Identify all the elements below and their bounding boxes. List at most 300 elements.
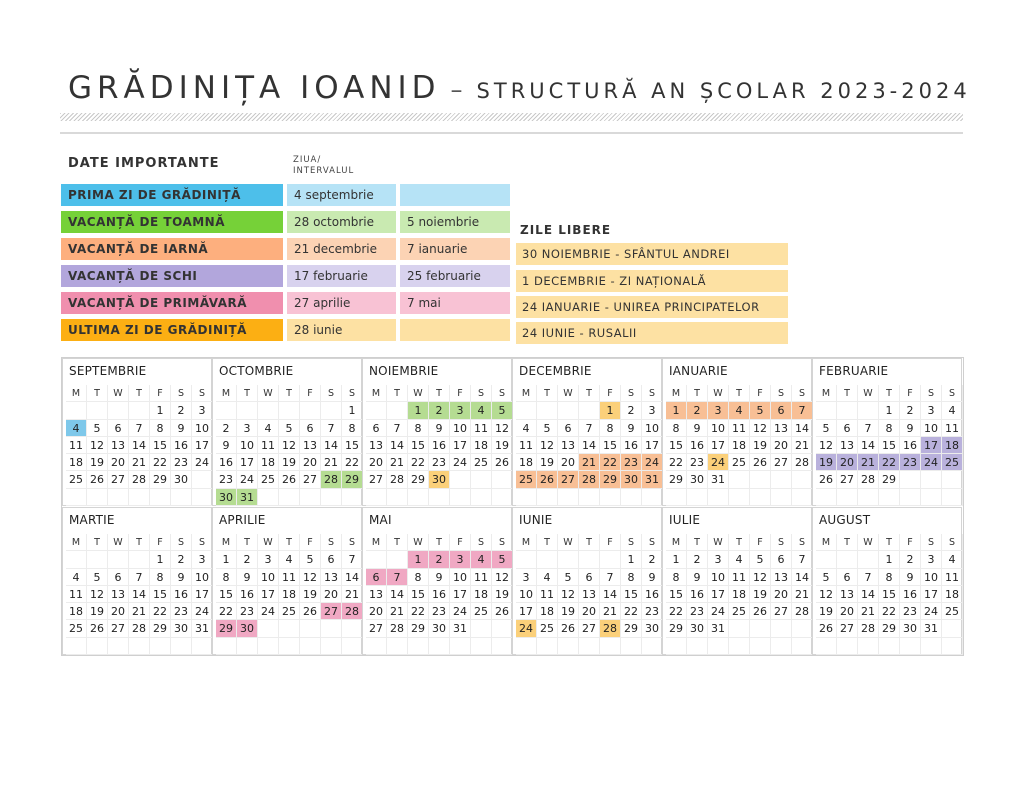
calendar-day: 6 xyxy=(321,551,342,568)
calendar-day: 9 xyxy=(429,420,450,437)
calendar-day: 27 xyxy=(771,454,792,471)
weekday-header: S xyxy=(342,534,363,551)
weekday-header: M xyxy=(66,385,87,402)
calendar-empty-cell xyxy=(87,489,108,506)
calendar-day: 27 xyxy=(366,620,387,637)
calendar-day: 15 xyxy=(150,586,171,603)
calendar-day: 18 xyxy=(279,586,300,603)
calendar-day: 22 xyxy=(600,454,621,471)
event-row xyxy=(61,211,511,233)
calendar-empty-cell xyxy=(150,489,171,506)
weekday-header: T xyxy=(729,385,750,402)
month-calendar xyxy=(512,358,662,506)
weekday-header: W xyxy=(408,534,429,551)
weekday-header: M xyxy=(516,385,537,402)
calendar-empty-cell xyxy=(279,620,300,637)
calendar-day: 9 xyxy=(171,420,192,437)
calendar-empty-cell xyxy=(87,402,108,419)
calendar-empty-cell xyxy=(216,402,237,419)
calendar-empty-cell xyxy=(600,638,621,655)
calendar-day: 13 xyxy=(837,586,858,603)
calendar-day: 23 xyxy=(900,603,921,620)
event-row xyxy=(61,238,511,260)
calendar-day: 9 xyxy=(900,569,921,586)
month-calendar xyxy=(512,507,662,655)
month-name: MARTIE xyxy=(69,513,115,527)
calendar-day: 7 xyxy=(321,420,342,437)
weekday-header: F xyxy=(900,385,921,402)
calendar-empty-cell xyxy=(537,402,558,419)
weekday-header: T xyxy=(129,385,150,402)
calendar-day: 3 xyxy=(642,402,663,419)
calendar-day: 22 xyxy=(150,454,171,471)
calendar-day: 27 xyxy=(579,620,600,637)
calendar-empty-cell xyxy=(171,489,192,506)
weekday-header: M xyxy=(816,534,837,551)
calendar-empty-cell xyxy=(687,489,708,506)
calendar-day: 30 xyxy=(900,620,921,637)
calendar-day: 1 xyxy=(879,402,900,419)
calendar-day: 4 xyxy=(729,402,750,419)
calendar-empty-cell xyxy=(666,489,687,506)
month-calendar xyxy=(212,358,362,506)
calendar-day: 12 xyxy=(816,586,837,603)
calendar-day: 5 xyxy=(816,569,837,586)
calendar-day: 25 xyxy=(471,603,492,620)
weekday-header: M xyxy=(216,534,237,551)
calendar-empty-cell xyxy=(66,489,87,506)
calendar-day: 14 xyxy=(579,437,600,454)
calendar-day: 8 xyxy=(666,569,687,586)
calendar-day: 16 xyxy=(900,586,921,603)
calendar-day: 6 xyxy=(300,420,321,437)
calendar-day: 31 xyxy=(708,620,729,637)
calendar-empty-cell xyxy=(792,620,813,637)
calendar-day: 26 xyxy=(750,603,771,620)
calendar-day: 23 xyxy=(687,454,708,471)
calendar-day: 8 xyxy=(879,569,900,586)
calendar-day: 2 xyxy=(429,551,450,568)
calendar-day: 16 xyxy=(429,437,450,454)
calendar-day: 14 xyxy=(342,569,363,586)
calendar-day: 11 xyxy=(942,420,963,437)
calendar-empty-cell xyxy=(129,402,150,419)
calendar-day: 12 xyxy=(750,420,771,437)
calendar-empty-cell xyxy=(408,489,429,506)
calendar-day: 17 xyxy=(258,586,279,603)
calendar-day: 26 xyxy=(537,471,558,488)
calendar-day: 28 xyxy=(792,454,813,471)
month-calendar xyxy=(62,507,212,655)
weekday-header: W xyxy=(858,385,879,402)
calendar-empty-cell xyxy=(342,638,363,655)
month-calendar xyxy=(362,507,512,655)
calendar-day: 16 xyxy=(171,586,192,603)
weekday-header: W xyxy=(708,534,729,551)
calendar-empty-cell xyxy=(492,489,513,506)
calendar-empty-cell xyxy=(750,620,771,637)
weekday-header: T xyxy=(537,385,558,402)
weekday-header: T xyxy=(279,534,300,551)
weekday-header: T xyxy=(879,385,900,402)
calendar-day: 5 xyxy=(87,569,108,586)
calendar-day: 27 xyxy=(300,471,321,488)
calendar-day: 2 xyxy=(429,402,450,419)
event-label: VACANȚĂ DE TOAMNĂ xyxy=(61,211,283,233)
event-row xyxy=(61,184,511,206)
weekday-header: F xyxy=(600,534,621,551)
weekday-header: W xyxy=(558,385,579,402)
month-day-grid xyxy=(666,534,813,655)
calendar-day: 17 xyxy=(450,586,471,603)
month-name: AUGUST xyxy=(819,513,871,527)
calendar-day: 2 xyxy=(171,402,192,419)
calendar-day: 22 xyxy=(879,603,900,620)
calendar-day: 28 xyxy=(129,620,150,637)
calendar-day: 20 xyxy=(771,586,792,603)
calendar-day: 20 xyxy=(771,437,792,454)
calendar-day: 21 xyxy=(129,603,150,620)
calendar-day: 3 xyxy=(708,551,729,568)
calendar-day: 17 xyxy=(192,437,213,454)
month-day-grid xyxy=(516,534,663,655)
calendar-day: 11 xyxy=(942,569,963,586)
weekday-header: S xyxy=(771,385,792,402)
calendar-day: 10 xyxy=(258,569,279,586)
calendar-empty-cell xyxy=(492,638,513,655)
calendar-empty-cell xyxy=(108,489,129,506)
calendar-day: 13 xyxy=(579,586,600,603)
calendar-empty-cell xyxy=(87,551,108,568)
calendar-day: 10 xyxy=(921,420,942,437)
calendar-day: 21 xyxy=(600,603,621,620)
calendar-day: 8 xyxy=(150,569,171,586)
event-start-date: 28 octombrie xyxy=(287,211,396,233)
calendar-day: 15 xyxy=(600,437,621,454)
calendar-empty-cell xyxy=(516,402,537,419)
calendar-empty-cell xyxy=(471,471,492,488)
weekday-header: S xyxy=(321,385,342,402)
event-label: PRIMA ZI DE GRĂDINIȚĂ xyxy=(61,184,283,206)
calendar-empty-cell xyxy=(300,620,321,637)
calendar-day: 6 xyxy=(366,569,387,586)
weekday-header: T xyxy=(579,385,600,402)
calendar-day: 19 xyxy=(492,437,513,454)
weekday-header: W xyxy=(108,385,129,402)
calendar-day: 11 xyxy=(471,420,492,437)
calendar-day: 20 xyxy=(558,454,579,471)
calendar-day: 9 xyxy=(642,569,663,586)
calendar-day: 7 xyxy=(792,402,813,419)
calendar-day: 22 xyxy=(408,603,429,620)
calendar-day: 26 xyxy=(750,454,771,471)
calendar-day: 8 xyxy=(879,420,900,437)
calendar-day: 5 xyxy=(300,551,321,568)
calendar-day: 4 xyxy=(471,551,492,568)
calendar-day: 19 xyxy=(558,603,579,620)
calendar-day: 30 xyxy=(687,471,708,488)
event-label: VACANȚĂ DE SCHI xyxy=(61,265,283,287)
calendar-day: 19 xyxy=(816,603,837,620)
calendar-day: 4 xyxy=(279,551,300,568)
calendar-day: 21 xyxy=(858,603,879,620)
calendar-empty-cell xyxy=(108,638,129,655)
calendar-day: 31 xyxy=(708,471,729,488)
calendar-empty-cell xyxy=(837,638,858,655)
calendar-empty-cell xyxy=(942,638,963,655)
calendar-day: 14 xyxy=(792,569,813,586)
calendar-day: 6 xyxy=(579,569,600,586)
calendar-day: 29 xyxy=(342,471,363,488)
calendar-day: 25 xyxy=(471,454,492,471)
calendar-day: 7 xyxy=(129,569,150,586)
calendar-day: 9 xyxy=(171,569,192,586)
month-day-grid xyxy=(216,385,363,506)
calendar-day: 9 xyxy=(237,569,258,586)
calendar-day: 17 xyxy=(192,586,213,603)
calendar-day: 17 xyxy=(921,586,942,603)
calendar-day: 19 xyxy=(279,454,300,471)
calendar-day: 28 xyxy=(792,603,813,620)
calendar-day: 20 xyxy=(366,603,387,620)
calendar-day: 11 xyxy=(537,586,558,603)
calendar-empty-cell xyxy=(600,551,621,568)
calendar-day: 11 xyxy=(66,586,87,603)
calendar-day: 6 xyxy=(837,420,858,437)
school-year-calendar xyxy=(61,357,964,656)
calendar-day: 20 xyxy=(837,454,858,471)
weekday-header: S xyxy=(942,534,963,551)
calendar-day: 28 xyxy=(387,620,408,637)
calendar-day: 4 xyxy=(537,569,558,586)
calendar-empty-cell xyxy=(192,638,213,655)
calendar-empty-cell xyxy=(87,638,108,655)
month-name: SEPTEMBRIE xyxy=(69,364,147,378)
calendar-day: 3 xyxy=(450,402,471,419)
weekday-header: W xyxy=(108,534,129,551)
calendar-empty-cell xyxy=(837,551,858,568)
calendar-empty-cell xyxy=(516,551,537,568)
calendar-day: 12 xyxy=(750,569,771,586)
calendar-day: 16 xyxy=(237,586,258,603)
calendar-day: 14 xyxy=(387,437,408,454)
calendar-empty-cell xyxy=(942,471,963,488)
weekday-header: S xyxy=(621,385,642,402)
weekday-header: T xyxy=(429,534,450,551)
calendar-empty-cell xyxy=(558,489,579,506)
calendar-day: 9 xyxy=(687,569,708,586)
calendar-day: 2 xyxy=(621,402,642,419)
calendar-empty-cell xyxy=(237,402,258,419)
weekday-header: T xyxy=(687,385,708,402)
calendar-day: 19 xyxy=(300,586,321,603)
calendar-day: 15 xyxy=(666,586,687,603)
month-name: OCTOMBRIE xyxy=(219,364,294,378)
calendar-day: 14 xyxy=(321,437,342,454)
weekday-header: T xyxy=(579,534,600,551)
calendar-day: 22 xyxy=(666,454,687,471)
calendar-empty-cell xyxy=(708,638,729,655)
event-row xyxy=(61,265,511,287)
calendar-day: 26 xyxy=(492,603,513,620)
calendar-day: 13 xyxy=(366,586,387,603)
weekday-header: M xyxy=(366,385,387,402)
weekday-header: S xyxy=(492,534,513,551)
weekday-header: S xyxy=(471,534,492,551)
weekday-header: T xyxy=(387,385,408,402)
month-name: MAI xyxy=(369,513,392,527)
calendar-empty-cell xyxy=(942,620,963,637)
weekday-header: W xyxy=(708,385,729,402)
calendar-day: 18 xyxy=(537,603,558,620)
calendar-day: 26 xyxy=(492,454,513,471)
calendar-empty-cell xyxy=(579,551,600,568)
calendar-empty-cell xyxy=(108,402,129,419)
calendar-day: 10 xyxy=(237,437,258,454)
weekday-header: F xyxy=(450,385,471,402)
calendar-day: 16 xyxy=(621,437,642,454)
holiday-item: 24 IANUARIE - UNIREA PRINCIPATELOR xyxy=(516,296,788,318)
calendar-day: 13 xyxy=(300,437,321,454)
calendar-day: 17 xyxy=(642,437,663,454)
month-day-grid xyxy=(516,385,663,506)
calendar-day: 24 xyxy=(192,454,213,471)
calendar-day: 20 xyxy=(108,603,129,620)
calendar-day: 19 xyxy=(750,586,771,603)
calendar-day: 21 xyxy=(387,454,408,471)
calendar-day: 3 xyxy=(921,551,942,568)
month-name: APRILIE xyxy=(219,513,266,527)
calendar-day: 11 xyxy=(729,569,750,586)
calendar-empty-cell xyxy=(129,489,150,506)
calendar-day: 6 xyxy=(558,420,579,437)
weekday-header: T xyxy=(279,385,300,402)
calendar-day: 19 xyxy=(816,454,837,471)
calendar-day: 1 xyxy=(408,551,429,568)
calendar-empty-cell xyxy=(921,638,942,655)
calendar-day: 9 xyxy=(621,420,642,437)
calendar-empty-cell xyxy=(258,489,279,506)
event-label: ULTIMA ZI DE GRĂDINIȚĂ xyxy=(61,319,283,341)
calendar-empty-cell xyxy=(579,489,600,506)
calendar-empty-cell xyxy=(621,638,642,655)
calendar-empty-cell xyxy=(66,402,87,419)
calendar-day: 23 xyxy=(429,454,450,471)
calendar-day: 8 xyxy=(666,420,687,437)
calendar-empty-cell xyxy=(516,489,537,506)
weekday-header: T xyxy=(879,534,900,551)
calendar-day: 24 xyxy=(192,603,213,620)
calendar-day: 24 xyxy=(921,454,942,471)
calendar-empty-cell xyxy=(837,402,858,419)
calendar-day: 19 xyxy=(492,586,513,603)
calendar-day: 21 xyxy=(321,454,342,471)
calendar-day: 29 xyxy=(666,471,687,488)
calendar-day: 20 xyxy=(321,586,342,603)
calendar-empty-cell xyxy=(858,402,879,419)
calendar-day: 17 xyxy=(516,603,537,620)
calendar-empty-cell xyxy=(816,402,837,419)
weekday-header: W xyxy=(408,385,429,402)
calendar-day: 26 xyxy=(279,471,300,488)
calendar-day: 26 xyxy=(300,603,321,620)
calendar-day: 17 xyxy=(921,437,942,454)
calendar-day: 16 xyxy=(900,437,921,454)
calendar-day: 10 xyxy=(708,420,729,437)
calendar-day: 12 xyxy=(87,437,108,454)
calendar-day: 19 xyxy=(87,454,108,471)
calendar-day: 22 xyxy=(666,603,687,620)
month-calendar xyxy=(662,358,812,506)
calendar-day: 5 xyxy=(558,569,579,586)
calendar-day: 8 xyxy=(408,420,429,437)
calendar-day: 5 xyxy=(537,420,558,437)
month-calendar xyxy=(812,507,962,655)
calendar-day: 10 xyxy=(642,420,663,437)
calendar-day: 29 xyxy=(879,620,900,637)
month-day-grid xyxy=(816,385,963,506)
calendar-empty-cell xyxy=(429,489,450,506)
weekday-header: T xyxy=(87,534,108,551)
calendar-day: 28 xyxy=(600,620,621,637)
calendar-empty-cell xyxy=(192,489,213,506)
calendar-day: 11 xyxy=(258,437,279,454)
calendar-day: 30 xyxy=(429,620,450,637)
event-label: VACANȚĂ DE PRIMĂVARĂ xyxy=(61,292,283,314)
calendar-day: 10 xyxy=(708,569,729,586)
event-end-date xyxy=(400,184,510,206)
calendar-day: 12 xyxy=(816,437,837,454)
calendar-day: 29 xyxy=(216,620,237,637)
calendar-day: 4 xyxy=(258,420,279,437)
calendar-day: 23 xyxy=(429,603,450,620)
calendar-day: 18 xyxy=(471,437,492,454)
calendar-day: 13 xyxy=(558,437,579,454)
calendar-day: 10 xyxy=(192,569,213,586)
calendar-day: 23 xyxy=(621,454,642,471)
calendar-day: 27 xyxy=(771,603,792,620)
calendar-day: 17 xyxy=(450,437,471,454)
calendar-day: 24 xyxy=(921,603,942,620)
month-day-grid xyxy=(816,534,963,655)
calendar-day: 4 xyxy=(942,402,963,419)
weekday-header: F xyxy=(150,385,171,402)
month-name: IUNIE xyxy=(519,513,553,527)
calendar-day: 15 xyxy=(408,586,429,603)
calendar-empty-cell xyxy=(579,402,600,419)
calendar-day: 28 xyxy=(342,603,363,620)
calendar-empty-cell xyxy=(750,638,771,655)
calendar-day: 20 xyxy=(579,603,600,620)
month-name: IANUARIE xyxy=(669,364,728,378)
calendar-empty-cell xyxy=(471,638,492,655)
calendar-empty-cell xyxy=(600,489,621,506)
month-calendar xyxy=(212,507,362,655)
calendar-empty-cell xyxy=(387,402,408,419)
calendar-day: 6 xyxy=(366,420,387,437)
calendar-day: 18 xyxy=(942,437,963,454)
calendar-empty-cell xyxy=(321,402,342,419)
weekday-header: M xyxy=(516,534,537,551)
weekday-header: M xyxy=(666,534,687,551)
calendar-day: 21 xyxy=(792,586,813,603)
calendar-day: 11 xyxy=(279,569,300,586)
calendar-day: 28 xyxy=(858,471,879,488)
weekday-header: F xyxy=(600,385,621,402)
calendar-day: 18 xyxy=(942,586,963,603)
calendar-day: 18 xyxy=(729,437,750,454)
calendar-day: 27 xyxy=(108,471,129,488)
